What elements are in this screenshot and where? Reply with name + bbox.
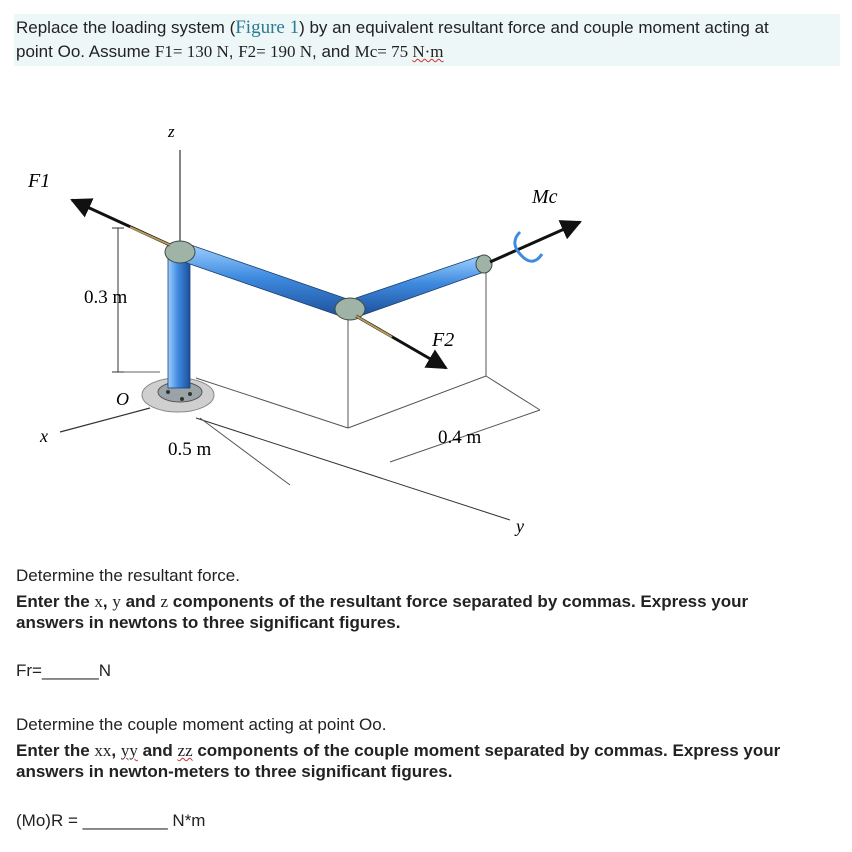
f2-label: F2 xyxy=(432,329,455,351)
part2-heading: Determine the couple moment acting at point Oo. xyxy=(16,715,387,734)
part1-heading: Determine the resultant force. xyxy=(16,566,240,585)
mo-blank[interactable]: _________ xyxy=(82,811,168,830)
vertical-pipe xyxy=(168,256,190,388)
dim-03-label: 0.3 m xyxy=(84,287,128,308)
o-label: O xyxy=(116,389,129,409)
z-label: z xyxy=(168,122,175,141)
x-symbol: x xyxy=(94,592,103,611)
x-label: x xyxy=(40,426,48,446)
figure-drawing xyxy=(0,95,852,565)
fr-label: Fr= xyxy=(16,661,42,680)
mo-label: (Mo)R = xyxy=(16,811,83,830)
point-o: Oo xyxy=(57,42,81,61)
dim-04-label: 0.4 m xyxy=(438,427,482,448)
mo-answer[interactable] xyxy=(16,811,205,831)
dim-05-line xyxy=(200,418,290,485)
mo-unit: N*m xyxy=(167,811,206,830)
mc-label: Mc xyxy=(532,186,558,208)
f2-value: F2= 190 N xyxy=(238,42,313,61)
f1-value: F1= 130 N xyxy=(154,42,229,61)
fr-blank[interactable]: ______ xyxy=(41,661,99,680)
mc-curl xyxy=(515,232,542,261)
xx-symbol: xx xyxy=(94,741,112,760)
problem-assume: . Assume xyxy=(80,42,155,61)
x-axis xyxy=(60,408,150,432)
y-symbol: y xyxy=(112,592,121,611)
part2-instructions: Enter the xx, yy and zz components of the couple moment separated by commas. Express your answers in newton-meters to three significant figures. xyxy=(16,741,781,781)
part1-instructions: Enter the x, y and z components of the resultant force separated by commas. Express your answers in newtons to three significant figures. xyxy=(16,592,749,632)
problem-after-link: ) by an equivalent resultant force and couple moment acting at xyxy=(299,18,769,37)
f1-label: F1 xyxy=(28,170,51,192)
mc-value: Mc= 75 xyxy=(354,42,413,61)
mc-arrow xyxy=(490,222,580,262)
dim-05-label: 0.5 m xyxy=(168,439,212,460)
and-text: , and xyxy=(312,42,355,61)
middle-elbow xyxy=(335,298,365,320)
fr-unit: N xyxy=(98,661,111,680)
loading-figure xyxy=(0,95,852,565)
pipe-segment-2 xyxy=(356,256,484,316)
figure-link[interactable]: Figure 1 xyxy=(235,17,300,38)
fr-answer[interactable] xyxy=(16,661,111,681)
problem-statement xyxy=(14,14,840,66)
end-cap xyxy=(476,255,492,273)
z-symbol: z xyxy=(160,592,169,611)
problem-line2: point xyxy=(16,42,58,61)
y-label: y xyxy=(516,516,524,536)
zz-symbol: zz xyxy=(177,741,193,760)
comma: , xyxy=(228,42,239,61)
mc-unit: N·m xyxy=(412,42,444,61)
yy-symbol: yy xyxy=(120,741,138,760)
problem-intro: Replace the loading system ( xyxy=(16,18,236,37)
pipe-segment-1 xyxy=(184,244,350,318)
